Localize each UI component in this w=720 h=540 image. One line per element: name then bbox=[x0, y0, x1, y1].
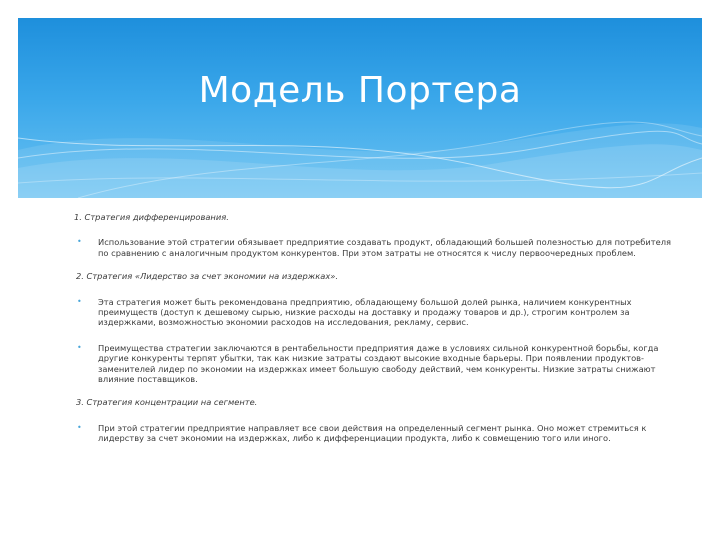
bullet-item bbox=[76, 237, 680, 258]
bullet-item bbox=[76, 297, 680, 328]
section-heading: 3. Стратегия концентрации на сегменте. bbox=[76, 397, 258, 408]
section-heading: 2. Стратегия «Лидерство за счет экономии на издержках». bbox=[76, 271, 338, 282]
bullet-item bbox=[76, 343, 680, 385]
bullet-item bbox=[76, 423, 680, 444]
bullet-icon: • bbox=[77, 342, 82, 352]
bullet-text: Эта стратегия может быть рекомендована предприятию, обладающему большой долей рынка, наличием конкурентных преимуществ (доступ к дешевому сырью, низкие расходы на доставку и продажу товаров и др.), строгим контролем за издержками, возможностью экономии расходов на исследования, рекламу, сервис. bbox=[98, 296, 632, 328]
slide-content bbox=[76, 212, 680, 444]
slide-title: Модель Портера bbox=[198, 70, 522, 111]
bullet-text: Использование этой стратегии обязывает предприятие создавать продукт, обладающий большей полезностью для потребителя по сравнению с аналогичным продуктом конкурентов. При этом затраты не относятся к числу первоочередных проблем. bbox=[98, 237, 672, 258]
section-heading: 1. Стратегия дифференцирования. bbox=[74, 212, 229, 222]
bullet-icon: • bbox=[77, 296, 82, 306]
bullet-icon: • bbox=[77, 237, 82, 247]
bullet-text: При этой стратегии предприятие направляет все свои действия на определенный сегмент рынка. Оно может стремиться к лидерству за счет экономии на издержках, либо к дифференциации продукта, либо к совмещению того или иного. bbox=[98, 422, 647, 444]
bullet-text: Преимущества стратегии заключаются в рентабельности предприятия даже в условиях сильной конкурентной борьбы, когда другие конкуренты терпят убытки, так как низкие затраты создают высокие входные барьеры. При появлении продуктов-заменителей лидер по экономии на издержках имеет большую свободу действий, чем конкуренты. Низкие затраты снижают влияние поставщиков. bbox=[98, 342, 659, 385]
bullet-icon: • bbox=[77, 422, 82, 432]
slide-header-banner bbox=[18, 18, 702, 198]
